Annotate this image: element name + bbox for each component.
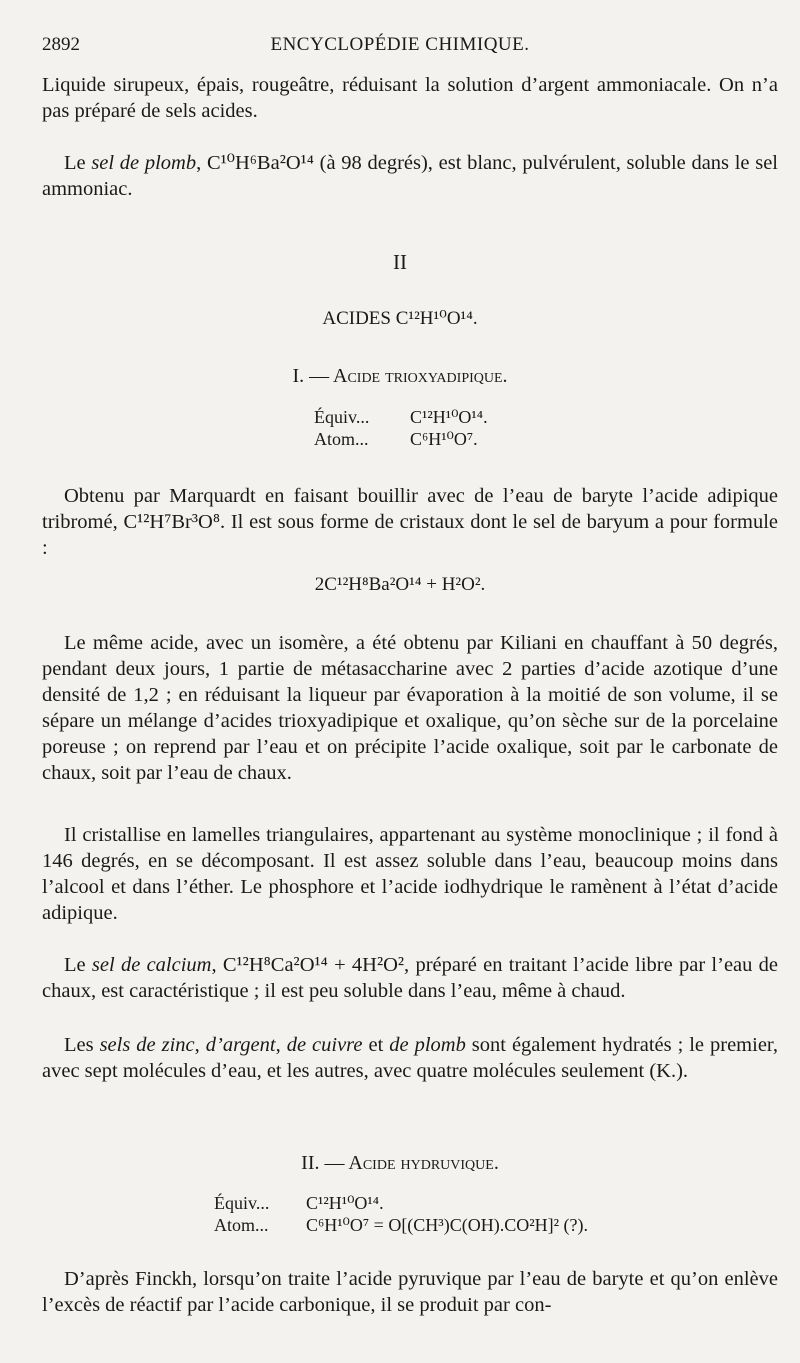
calcium-salt-term: sel de calcium — [91, 954, 212, 976]
subsection-title-hydruvique: II. — Acide hydruvique. — [301, 1152, 499, 1174]
formula-block-hydruvique — [214, 1192, 588, 1236]
paragraph-8: D’après Finckh, lorsqu’on traite l’acide pyruvique par l’eau de baryte et qu’on enlève l’excès de réactif par l’acide carbonique, il se produit par con- — [42, 1268, 778, 1316]
paragraph-other-salts: Les sels de zinc, d’argent, de cuivre et de plomb sont également hydratés ; le premier, avec sept molécules d’eau, et les autres, avec quatre molécules seulement (K.). — [42, 1034, 779, 1082]
paragraph-lead-salt: Le sel de plomb, C¹⁰H⁶Ba²O¹⁴ (à 98 degrés), est blanc, pulvérulent, soluble dans le sel ammoniac. — [42, 152, 778, 200]
paragraph-3: Obtenu par Marquardt en faisant bouillir avec de l’eau de baryte l’acide adipique tribromé, C¹²H⁷Br³O⁸. Il est sous forme de cristaux dont le sel de baryum a pour formule : — [42, 485, 778, 559]
lead-salt-term: sel de plomb — [91, 152, 197, 174]
running-title: ENCYCLOPÉDIE CHIMIQUE. — [270, 34, 530, 55]
equiv-formula: C¹²H¹⁰O¹⁴. — [306, 1193, 384, 1213]
formula-block-trioxyadipique — [314, 406, 488, 450]
paragraph-5: Il cristallise en lamelles triangulaires, appartenant au système monoclinique ; il fond à 146 degrés, en se décomposant. Il est assez soluble dans l’eau, beaucoup moins dans l’alcool et dans l’éther. Le phosphore et l’acide iodhydrique le ramènent à l’état d’acide adipique. — [42, 824, 778, 924]
atom-label: Atom... — [214, 1215, 269, 1235]
paragraph-1: Liquide sirupeux, épais, rougeâtre, réduisant la solution d’argent ammoniacale. On n’a pas préparé de sels acides. — [42, 74, 778, 122]
atom-formula: C⁶H¹⁰O⁷. — [410, 429, 478, 449]
paragraph-4: Le même acide, avec un isomère, a été obtenu par Kiliani en chauffant à 50 degrés, pendant deux jours, 1 partie de métasaccharine avec 2 parties d’acide azotique d’une densité de 1,2 ; en réduisant la liqueur par évaporation à la moitié de son volume, il se sépare un mélange d’acides trioxyadipique et oxalique, qu’on sèche sur de la porcelaine poreuse ; on reprend par l’eau et on précipite l’acide oxalique, soit par le carbonate de chaux, soit par l’eau de chaux. — [42, 632, 778, 784]
subsection-title-trioxyadipique: I. — Acide trioxyadipique. — [292, 365, 508, 387]
barium-salt-formula: 2C¹²H⁸Ba²O¹⁴ + H²O². — [314, 574, 486, 595]
page-number: 2892 — [42, 34, 80, 55]
page-header — [42, 34, 758, 64]
atom-label: Atom... — [314, 429, 369, 449]
section-numeral: II — [393, 250, 407, 274]
equiv-formula: C¹²H¹⁰O¹⁴. — [410, 407, 488, 427]
paragraph-calcium-salt: Le sel de calcium, C¹²H⁸Ca²O¹⁴ + 4H²O², préparé en traitant l’acide libre par l’eau de chaux, est caractéristique ; il est peu soluble dans l’eau, même à chaud. — [42, 954, 779, 1002]
atom-formula: C⁶H¹⁰O⁷ = O[(CH³)C(OH).CO²H]² (?). — [306, 1215, 588, 1235]
equiv-label: Équiv... — [214, 1193, 270, 1213]
equiv-label: Équiv... — [314, 407, 370, 427]
section-title: ACIDES C¹²H¹⁰O¹⁴. — [322, 308, 478, 329]
